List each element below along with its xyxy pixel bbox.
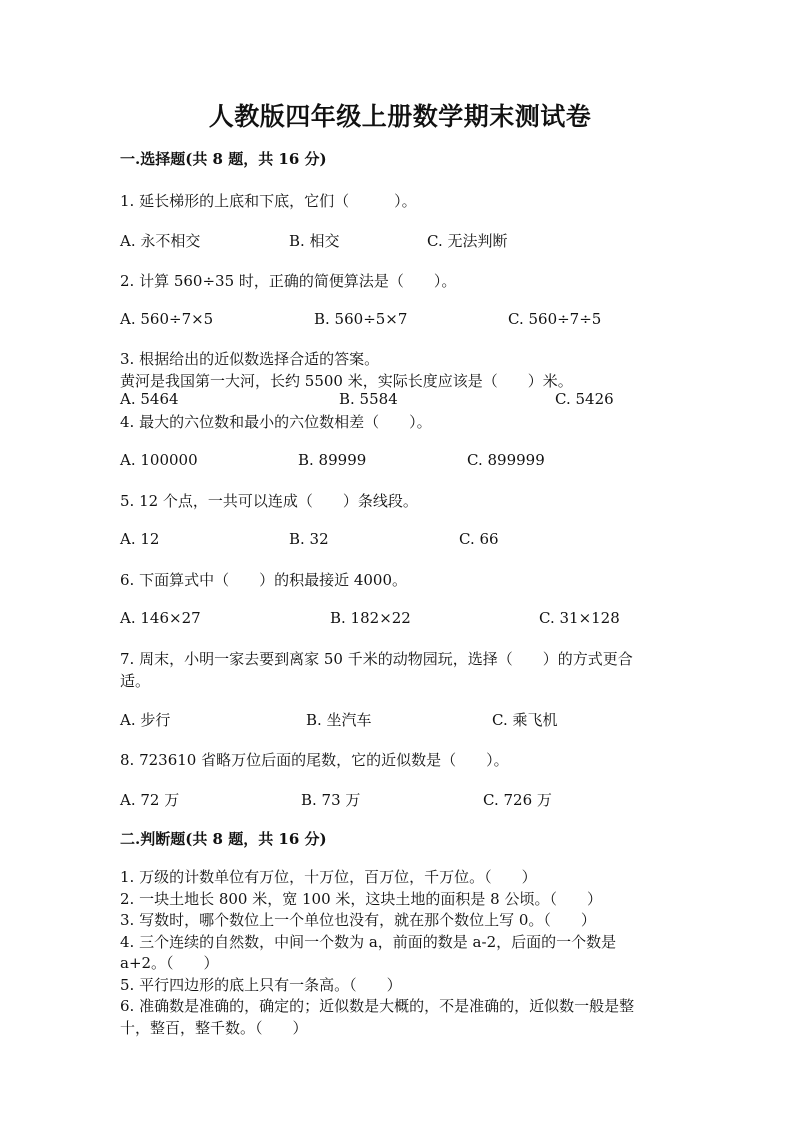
page-title: 人教版四年级上册数学期末测试卷 <box>208 102 592 131</box>
judgement-line-3: 3. 写数时，哪个数位上一个单位也没有，就在那个数位上写 0。（ ） <box>120 911 596 929</box>
q6-option-a: A. 146×27 <box>120 609 201 627</box>
q2-option-c: C. 560÷7÷5 <box>508 310 602 328</box>
question-7: 7. 周末，小明一家去要到离家 50 千米的动物园玩，选择（ ）的方式更合 <box>120 650 633 668</box>
question-3-line-2: 黄河是我国第一大河，长约 5500 米，实际长度应该是（ ）米。 <box>120 372 573 390</box>
judgement-line-6: 6. 准确数是准确的，确定的；近似数是大概的，不是准确的，近似数一般是整 <box>120 997 635 1015</box>
q7-option-c: C. 乘飞机 <box>492 711 558 729</box>
q5-option-b: B. 32 <box>289 530 329 548</box>
section-heading-choice: 一.选择题(共 8 题，共 16 分) <box>120 150 327 168</box>
q4-option-c: C. 899999 <box>467 451 545 469</box>
judgement-line-4: 4. 三个连续的自然数，中间一个数为 a，前面的数是 a-2，后面的一个数是 <box>120 933 617 951</box>
q6-option-b: B. 182×22 <box>330 609 411 627</box>
section-heading-judgement: 二.判断题(共 8 题，共 16 分) <box>120 830 327 848</box>
q7-option-b: B. 坐汽车 <box>306 711 372 729</box>
q5-option-c: C. 66 <box>459 530 499 548</box>
question-2: 2. 计算 560÷35 时，正确的简便算法是（ ）。 <box>120 272 457 290</box>
judgement-line-1: 1. 万级的计数单位有万位，十万位，百万位，千万位。（ ） <box>120 868 537 886</box>
q3-option-b: B. 5584 <box>339 390 398 408</box>
question-4: 4. 最大的六位数和最小的六位数相差（ ）。 <box>120 413 432 431</box>
judgement-line-2: 2. 一块土地长 800 米，宽 100 米，这块土地的面积是 8 公顷。（ ） <box>120 890 602 908</box>
question-3: 3. 根据给出的近似数选择合适的答案。 <box>120 350 380 368</box>
question-5: 5. 12 个点，一共可以连成（ ）条线段。 <box>120 492 418 510</box>
q4-option-b: B. 89999 <box>298 451 367 469</box>
q3-option-a: A. 5464 <box>120 390 179 408</box>
judgement-line-6-cont: 十，整百，整千数。（ ） <box>120 1019 308 1037</box>
judgement-line-5: 5. 平行四边形的底上只有一条高。（ ） <box>120 976 402 994</box>
q1-option-c: C. 无法判断 <box>427 232 508 250</box>
q4-option-a: A. 100000 <box>120 451 198 469</box>
q7-option-a: A. 步行 <box>120 711 171 729</box>
q8-option-b: B. 73 万 <box>301 791 361 809</box>
q8-option-c: C. 726 万 <box>483 791 552 809</box>
q1-option-b: B. 相交 <box>289 232 340 250</box>
q5-option-a: A. 12 <box>120 530 160 548</box>
q2-option-b: B. 560÷5×7 <box>314 310 408 328</box>
q3-option-c: C. 5426 <box>555 390 614 408</box>
q2-option-a: A. 560÷7×5 <box>120 310 214 328</box>
question-7-line-2: 适。 <box>120 672 151 690</box>
q6-option-c: C. 31×128 <box>539 609 620 627</box>
q1-option-a: A. 永不相交 <box>120 232 201 250</box>
question-1: 1. 延长梯形的上底和下底，它们（ ）。 <box>120 192 417 210</box>
question-8: 8. 723610 省略万位后面的尾数，它的近似数是（ ）。 <box>120 751 509 769</box>
q8-option-a: A. 72 万 <box>120 791 180 809</box>
question-6: 6. 下面算式中（ ）的积最接近 4000。 <box>120 571 408 589</box>
judgement-line-4-cont: a+2。（ ） <box>120 954 219 972</box>
